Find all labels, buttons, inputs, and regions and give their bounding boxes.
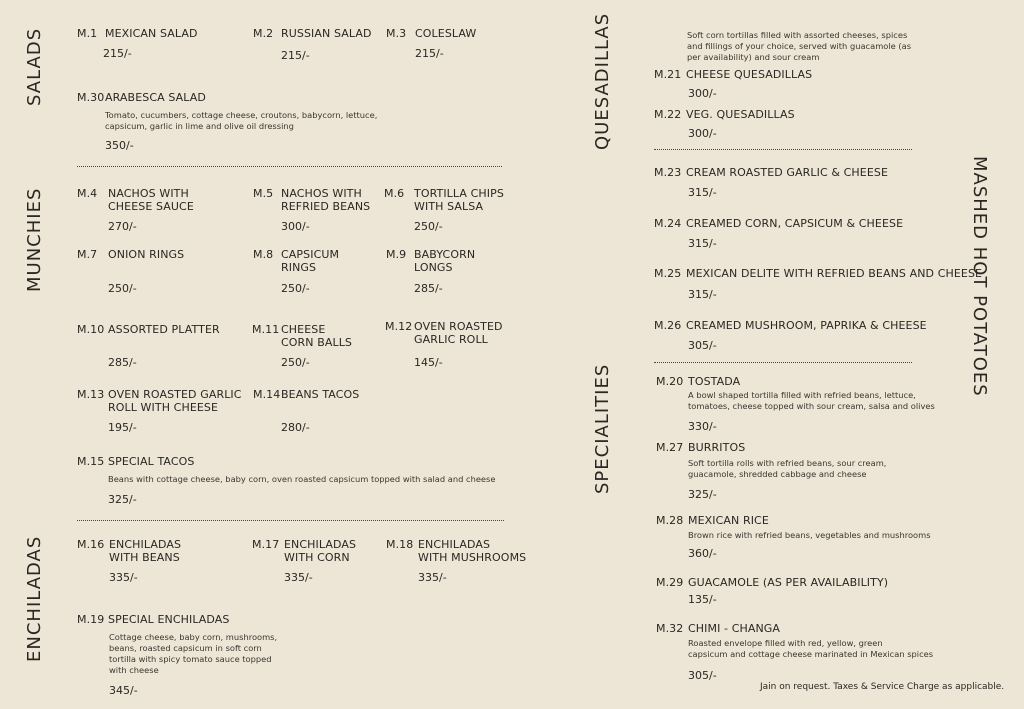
item-name: MEXICAN SALAD: [105, 27, 198, 40]
item-code: M.10: [77, 323, 105, 336]
item-price: 360/-: [688, 547, 717, 560]
item-code: M.19: [77, 613, 105, 626]
item-code: M.25: [654, 267, 682, 280]
item-code: M.23: [654, 166, 682, 179]
item-name: CREAMED MUSHROOM, PAPRIKA & CHEESE: [686, 319, 927, 332]
item-name: VEG. QUESADILLAS: [686, 108, 795, 121]
item-name: MEXICAN DELITE WITH REFRIED BEANS AND CHEESE: [686, 267, 983, 280]
item-name: OVEN ROASTED GARLIC ROLL: [414, 320, 503, 346]
item-price: 300/-: [281, 220, 310, 233]
item-code: M.26: [654, 319, 682, 332]
footer-note: Jain on request. Taxes & Service Charge as applicable.: [760, 682, 1005, 692]
item-price: 250/-: [281, 356, 310, 369]
item-name: ASSORTED PLATTER: [108, 323, 220, 336]
item-code: M.2: [253, 27, 274, 40]
item-name: CAPSICUM RINGS: [281, 248, 340, 274]
section-divider: [77, 166, 502, 167]
item-price: 330/-: [688, 420, 717, 433]
item-price: 350/-: [105, 139, 134, 152]
item-code: M.15: [77, 455, 105, 468]
item-code: M.22: [654, 108, 682, 121]
item-code: M.5: [253, 187, 274, 200]
item-code: M.28: [656, 514, 684, 527]
item-price: 315/-: [688, 186, 717, 199]
item-description: Tomato, cucumbers, cottage cheese, croutons, babycorn, lettuce, capsicum, garlic in lime and olive oil dressing: [105, 110, 378, 131]
item-price: 215/-: [415, 47, 444, 60]
item-name: CHEESE CORN BALLS: [281, 323, 353, 349]
section-title-quesadillas: QUESADILLAS: [592, 12, 613, 150]
item-name: NACHOS WITH REFRIED BEANS: [281, 187, 371, 213]
item-name: ENCHILADAS WITH MUSHROOMS: [418, 538, 527, 564]
item-price: 325/-: [688, 488, 717, 501]
item-code: M.29: [656, 576, 684, 589]
item-description: Brown rice with refried beans, vegetables and mushrooms: [688, 530, 931, 540]
section-title-salads: SALADS: [24, 27, 45, 106]
item-name: SPECIAL ENCHILADAS: [108, 613, 230, 626]
item-price: 335/-: [109, 571, 138, 584]
item-name: BABYCORN LONGS: [414, 248, 476, 274]
item-price: 345/-: [109, 684, 138, 697]
item-code: M.11: [252, 323, 280, 336]
item-price: 325/-: [108, 493, 137, 506]
item-price: 250/-: [414, 220, 443, 233]
item-description: Roasted envelope filled with red, yellow, green capsicum and cottage cheese marinated in Mexican spices: [688, 638, 934, 659]
item-name: RUSSIAN SALAD: [281, 27, 372, 40]
item-code: M.32: [656, 622, 684, 635]
item-price: 270/-: [108, 220, 137, 233]
item-code: M.1: [77, 27, 98, 40]
item-name: CHIMI - CHANGA: [688, 622, 781, 635]
item-name: ONION RINGS: [108, 248, 185, 261]
item-code: M.20: [656, 375, 684, 388]
item-name: BURRITOS: [688, 441, 746, 454]
item-price: 135/-: [688, 593, 717, 606]
item-name: GUACAMOLE (AS PER AVAILABILITY): [688, 576, 889, 589]
item-code: M.4: [77, 187, 98, 200]
item-code: M.21: [654, 68, 682, 81]
item-price: 305/-: [688, 339, 717, 352]
item-price: 285/-: [108, 356, 137, 369]
section-title-munchies: MUNCHIES: [24, 187, 45, 292]
item-code: M.7: [77, 248, 98, 261]
item-code: M.27: [656, 441, 684, 454]
item-price: 215/-: [103, 47, 132, 60]
item-code: M.14: [253, 388, 281, 401]
item-code: M.30: [77, 91, 105, 104]
item-name: TORTILLA CHIPS WITH SALSA: [414, 187, 504, 213]
item-name: ENCHILADAS WITH CORN: [284, 538, 357, 564]
item-price: 145/-: [414, 356, 443, 369]
item-price: 285/-: [414, 282, 443, 295]
item-price: 300/-: [688, 127, 717, 140]
item-price: 250/-: [108, 282, 137, 295]
section-title-specialities: SPECIALITIES: [592, 363, 613, 494]
item-description: Soft tortilla rolls with refried beans, sour cream, guacamole, shredded cabbage and cheese: [688, 458, 887, 479]
item-price: 215/-: [281, 49, 310, 62]
item-code: M.3: [386, 27, 407, 40]
section-divider: [654, 362, 912, 363]
quesadillas-intro: Soft corn tortillas filled with assorted cheeses, spices and fillings of your choice, served with guacamole (as per availability) and sour cream: [687, 30, 912, 62]
item-price: 335/-: [284, 571, 313, 584]
item-name: BEANS TACOS: [281, 388, 360, 401]
item-code: M.16: [77, 538, 105, 551]
item-description: Beans with cottage cheese, baby corn, oven roasted capsicum topped with salad and cheese: [108, 474, 496, 484]
item-code: M.17: [252, 538, 280, 551]
item-name: CREAM ROASTED GARLIC & CHEESE: [686, 166, 889, 179]
item-code: M.9: [386, 248, 407, 261]
item-name: TOSTADA: [688, 375, 741, 388]
item-code: M.6: [384, 187, 405, 200]
item-name: CHEESE QUESADILLAS: [686, 68, 813, 81]
item-price: 250/-: [281, 282, 310, 295]
item-name: SPECIAL TACOS: [108, 455, 195, 468]
item-description: Cottage cheese, baby corn, mushrooms, beans, roasted capsicum in soft corn tortilla with spicy tomato sauce topped with cheese: [109, 632, 278, 675]
item-name: MEXICAN RICE: [688, 514, 769, 527]
item-code: M.18: [386, 538, 414, 551]
item-code: M.12: [385, 320, 413, 333]
item-code: M.13: [77, 388, 105, 401]
item-name: ENCHILADAS WITH BEANS: [109, 538, 182, 564]
item-code: M.24: [654, 217, 682, 230]
section-divider: [654, 149, 912, 150]
item-name: OVEN ROASTED GARLIC ROLL WITH CHEESE: [108, 388, 242, 414]
section-divider: [77, 520, 504, 521]
item-name: ARABESCA SALAD: [105, 91, 206, 104]
item-name: NACHOS WITH CHEESE SAUCE: [108, 187, 194, 213]
section-title-mashed-hot-potatoes: MASHED HOT POTATOES: [969, 156, 990, 397]
item-price: 335/-: [418, 571, 447, 584]
item-name: COLESLAW: [415, 27, 477, 40]
item-price: 305/-: [688, 669, 717, 682]
item-price: 315/-: [688, 288, 717, 301]
item-description: A bowl shaped tortilla filled with refried beans, lettuce, tomatoes, cheese topped with sour cream, salsa and olives: [688, 390, 935, 411]
item-price: 300/-: [688, 87, 717, 100]
item-name: CREAMED CORN, CAPSICUM & CHEESE: [686, 217, 904, 230]
item-code: M.8: [253, 248, 274, 261]
item-price: 280/-: [281, 421, 310, 434]
item-price: 195/-: [108, 421, 137, 434]
section-title-enchiladas: ENCHILADAS: [24, 535, 45, 662]
item-price: 315/-: [688, 237, 717, 250]
